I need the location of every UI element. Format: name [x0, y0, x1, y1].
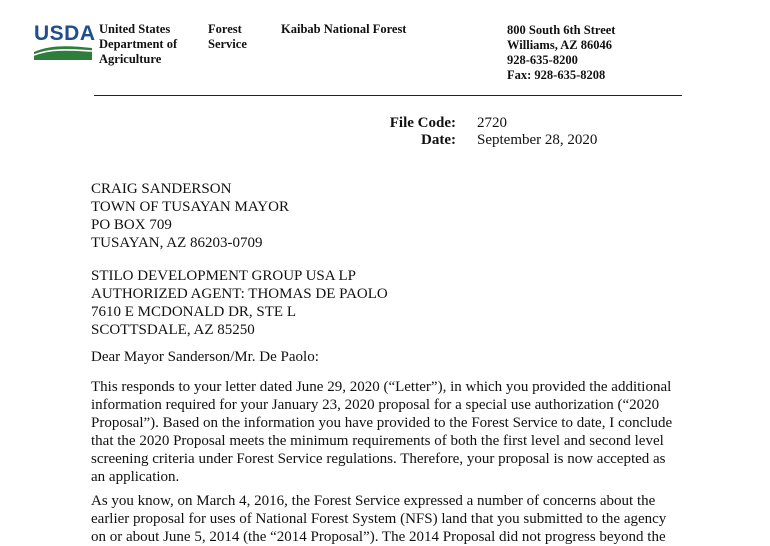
body-paragraph-2	[91, 492, 691, 546]
date-value: September 28, 2020	[477, 132, 598, 148]
recipient-address-2	[91, 267, 691, 339]
paragraph-line: screening criteria under Forest Service regulations. Therefore, your proposal is now accepted as	[91, 451, 666, 467]
department-name	[99, 22, 177, 67]
usda-logo-text: USDA	[34, 22, 96, 45]
salutation: Dear Mayor Sanderson/Mr. De Paolo:	[91, 349, 319, 365]
service-line: Service	[208, 37, 247, 51]
recipient-line: CRAIG SANDERSON	[91, 181, 232, 197]
paragraph-line: information required for your January 23, 2020 proposal for a special use authorization (“2020	[91, 397, 660, 413]
department-line: Agriculture	[99, 52, 162, 66]
recipient-line: AUTHORIZED AGENT: THOMAS DE PAOLO	[91, 286, 388, 302]
forest-name: Kaibab National Forest	[281, 22, 407, 36]
paragraph-line: an application.	[91, 469, 180, 485]
office-address	[507, 23, 615, 83]
paragraph-line: earlier proposal for uses of National Forest System (NFS) land that you submitted to the agency	[91, 511, 667, 527]
paragraph-line: on or about June 5, 2014 (the “2014 Proposal”). The 2014 Proposal did not progress beyond the	[91, 529, 666, 545]
address-line: Williams, AZ 86046	[507, 38, 612, 52]
recipient-line: PO BOX 709	[91, 217, 172, 233]
paragraph-line: Proposal”). Based on the information you have provided to the Forest Service to date, I conclude	[91, 415, 673, 431]
fax-line: Fax: 928-635-8208	[507, 68, 606, 82]
letterhead-divider	[94, 95, 682, 96]
department-line: Department of	[99, 37, 178, 51]
body-paragraph-1	[91, 378, 691, 486]
recipient-line: TOWN OF TUSAYAN MAYOR	[91, 199, 289, 215]
paragraph-line: that the 2020 Proposal meets the minimum requirements of both the first level and second level	[91, 433, 664, 449]
address-line: 800 South 6th Street	[507, 23, 616, 37]
service-name	[208, 22, 247, 52]
date-label: Date:	[421, 132, 456, 148]
service-line: Forest	[208, 22, 242, 36]
phone-line: 928-635-8200	[507, 53, 578, 67]
recipient-line: STILO DEVELOPMENT GROUP USA LP	[91, 268, 357, 284]
usda-logo	[34, 22, 96, 66]
usda-logo-swoosh-icon	[34, 44, 94, 66]
recipient-line: SCOTTSDALE, AZ 85250	[91, 322, 255, 338]
paragraph-line: This responds to your letter dated June 29, 2020 (“Letter”), in which you provided the additional	[91, 379, 672, 395]
file-code-value: 2720	[477, 115, 507, 131]
recipient-line: TUSAYAN, AZ 86203-0709	[91, 235, 263, 251]
department-line: United States	[99, 22, 171, 36]
paragraph-line: As you know, on March 4, 2016, the Forest Service expressed a number of concerns about the	[91, 493, 656, 509]
recipient-address-1	[91, 180, 691, 252]
recipient-line: 7610 E MCDONALD DR, STE L	[91, 304, 296, 320]
file-code-label: File Code:	[389, 115, 456, 131]
